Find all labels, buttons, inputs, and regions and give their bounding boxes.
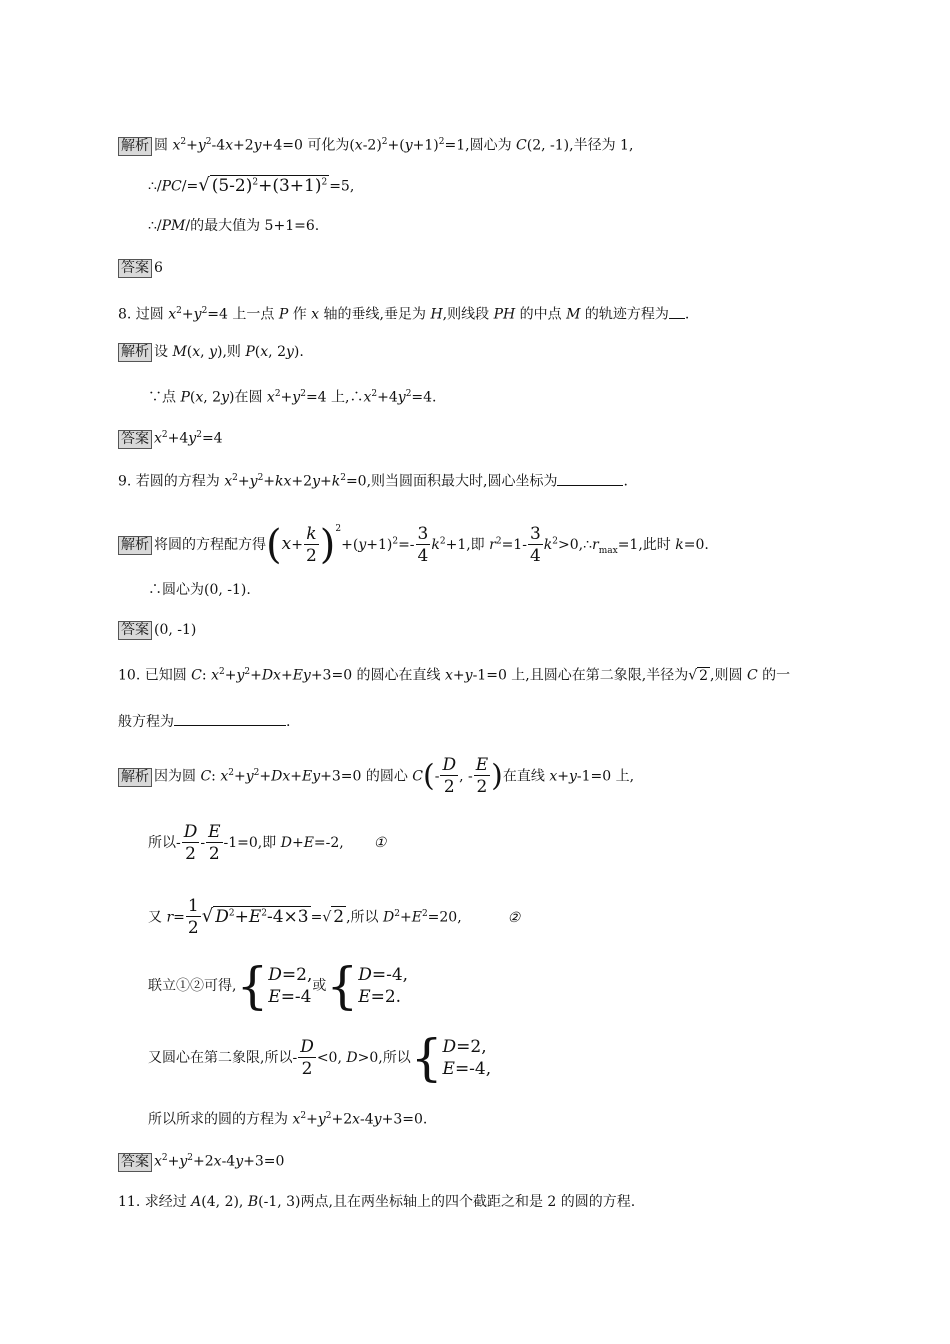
q10-question-l1: 10. 已知圆 C: $x^2+y^2+Dx+Ey+3=0$ 的圆心在直线 x+y-1=0 上,且圆心在第二象限,半径为√ 2 ,则圆 C 的一 (118, 667, 791, 684)
jiexi-tag: 解析 (118, 137, 152, 156)
q11-question: 11. 求经过 A(4, 2), B(-1, 3)两点,且在两坐标轴上的四个截距之和是 2 的圆的方程. (118, 1194, 636, 1210)
q8-line2: ∵点 P(x, 2y)在圆 $x^2+y^2=4$ 上$,\therefore x^2+4y^2=4$. (148, 389, 437, 406)
q10-answer-line: 答案 $x^2+y^2+2x-4y+3=0$ (118, 1148, 284, 1172)
daan-tag: 答案 (118, 621, 152, 640)
s7-pc-line: ∴/PC/=√ $(5-2)^2+(3+1)^2 =5$, (148, 174, 355, 196)
jiexi-tag: 解析 (118, 343, 152, 362)
q10-line2: 所以- $\frac{D}{2}$ - $\frac{E}{2}$ -1=0,即 D+E=-2, ① (148, 821, 387, 864)
q9-question: 9. 若圆的方程为 $x^2+y^2+kx+2y+k^2=0$,则当圆面积最大时,圆心坐标为 . (118, 473, 628, 490)
q8-jiexi-line: 解析 设 M(x, y),则 P(x, 2y). (118, 342, 304, 362)
q9-line2: ∴圆心为(0, -1). (148, 582, 251, 598)
jiexi-tag: 解析 (118, 536, 152, 555)
q9-answer-line (118, 620, 196, 640)
s7-answer-line (118, 258, 163, 278)
q9-answer: (0, -1) (154, 622, 197, 638)
q10-line3: 又 r= $\frac{1}{2}$ √ $D^2+E^2-4\times 3$ =√ 2 ,所以 $D^2+E^2=20$, ② (148, 896, 521, 939)
daan-tag: 答案 (118, 1153, 152, 1172)
q10-line4: 联立①②可得,{ D=2, E=-4 或{ D=-4, E=2. (148, 957, 409, 1015)
s7-jiexi-line: 解析 圆 $x^2+y^2-4x+2y+4=0$ 可化为$(x-2)^2+(y+1)^2=1$,圆心为 C(2, -1),半径为 1, (118, 132, 633, 156)
q10-question-l2: 般方程为 . (118, 714, 291, 730)
q8-question: 8. 过圆 $x^2+y^2=4$ 上一点 P 作 x 轴的垂线,垂足为 H,则线段 PH 的中点 M 的轨迹方程为 . (118, 306, 690, 323)
q9-jiexi-line: 解析 将圆的方程配方得(x+ $\frac{k}{2}$ )$^2+(y+1)^2=-$ $\frac{3}{4}$ $k^2+1$,即 $r^2=1-$ $\frac{3}{4}$ $k^2>0,\therefore r_{max}=1$,此时 k=0. (118, 506, 709, 574)
q10-line5: 又圆心在第二象限,所以- $\frac{D}{2}$ <0, D>0,所以{ D=2, E=-4, (148, 1029, 492, 1087)
jiexi-tag: 解析 (118, 768, 152, 787)
s7-answer: 6 (154, 260, 163, 276)
s7-pm-line: ∴/PM/的最大值为 5+1=6. (148, 218, 320, 234)
daan-tag: 答案 (118, 430, 152, 449)
daan-tag: 答案 (118, 259, 152, 278)
q8-answer-line: 答案 $x^2+4y^2=4$ (118, 425, 223, 449)
q10-line6: 所以所求的圆的方程为 $x^2+y^2+2x-4y+3=0$. (148, 1111, 428, 1128)
q10-jiexi-line: 解析 因为圆 C: $x^2+y^2+Dx+Ey+3=0$ 的圆心 C(- $\frac{D}{2}$ , - $\frac{E}{2}$ )在直线 x+y-1=0 上, (118, 750, 634, 800)
